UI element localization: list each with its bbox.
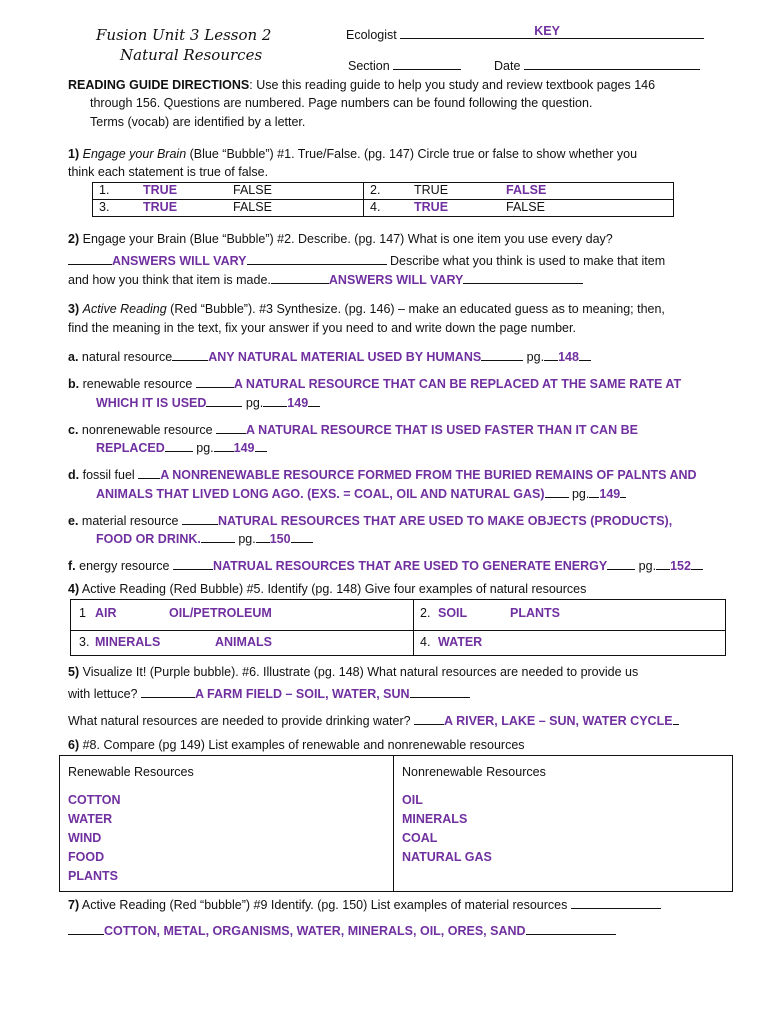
title-line-2: Natural Resources [120,46,263,64]
term-c: c. nonrenewable resource A NATURAL RESOURCE THAT IS USED FASTER THAN IT CAN BE [68,420,638,437]
list-item: COAL [402,831,438,845]
q2-answer-1: ANSWERS WILL VARY [112,254,247,268]
directions-label: READING GUIDE DIRECTIONS [68,78,250,92]
q2-line-3: and how you think that item is made. ANSWERS WILL VARY [68,270,583,287]
q4-examples-table [70,599,726,656]
term-b-definition: A NATURAL RESOURCE THAT CAN BE REPLACED AT THE SAME RATE AT [233,377,682,391]
q5-line-2: with lettuce? A FARM FIELD – SOIL, WATER, SUN [68,684,470,701]
directions-line-2: through 156. Questions are numbered. Page numbers can be found following the question. [90,96,593,110]
q3-line-2: find the meaning in the text, fix your answer if you need to and write down the page number. [68,321,576,335]
q4-line: 4) Active Reading (Red Bubble) #5. Identify (pg. 148) Give four examples of natural resources [68,582,587,596]
q5-answer-2: A RIVER, LAKE – SUN, WATER CYCLE [444,714,673,728]
table-row: 3. TRUE FALSE 4. TRUE FALSE [93,200,674,217]
q5-line-3: What natural resources are needed to provide drinking water? A RIVER, LAKE – SUN, WATER CYCLE [68,711,679,728]
q1-true-false-table [92,182,674,217]
section-field[interactable] [348,56,461,73]
nonrenewable-header: Nonrenewable Resources [402,765,546,779]
term-b: b. renewable resource A NATURAL RESOURCE THAT CAN BE REPLACED AT THE SAME RATE AT [68,374,681,391]
q7-line-1: 7) Active Reading (Red “bubble”) #9 Identify. (pg. 150) List examples of material resources [68,895,661,912]
list-item: COTTON [68,793,121,807]
true-option[interactable]: TRUE [143,183,178,197]
q2-line-2: ANSWERS WILL VARY Describe what you think is used to make that item [68,251,665,268]
false-option[interactable]: FALSE [506,183,547,197]
directions-line-3: Terms (vocab) are identified by a letter. [90,115,306,129]
term-d-page: 149 [599,487,621,501]
q3-line-1: 3) Active Reading (Red “Bubble”). #3 Synthesize. (pg. 146) – make an educated guess as to meaning; then, [68,302,665,316]
true-option[interactable]: TRUE [143,200,178,214]
term-e: e. material resource NATURAL RESOURCES THAT ARE USED TO MAKE OBJECTS (PRODUCTS), [68,511,672,528]
term-c-cont: REPLACED pg. 149 [96,438,267,455]
q7-answer: COTTON, METAL, ORGANISMS, WATER, MINERALS, OIL, ORES, SAND [104,924,526,938]
q5-answer-1: A FARM FIELD – SOIL, WATER, SUN [194,687,410,701]
list-item: FOOD [68,850,105,864]
term-e-definition: NATURAL RESOURCES THAT ARE USED TO MAKE OBJECTS (PRODUCTS), [217,514,673,528]
table-row: 1 AIR OIL/PETROLEUM 2. SOIL PLANTS [71,600,726,631]
directions-line-1: READING GUIDE DIRECTIONS: Use this reading guide to help you study and review textbook pages 146 [68,78,656,92]
q6-line: 6) #8. Compare (pg 149) List examples of renewable and nonrenewable resources [68,738,525,752]
table-row: 1. TRUE FALSE 2. TRUE FALSE [93,183,674,200]
term-c-definition: A NATURAL RESOURCE THAT IS USED FASTER THAN IT CAN BE [246,423,638,437]
term-b-cont: WHICH IT IS USED pg. 149 [96,393,320,410]
q2-line-1: 2) Engage your Brain (Blue “Bubble”) #2. Describe. (pg. 147) What is one item you use every day? [68,232,613,246]
date-field[interactable] [494,56,700,73]
term-f-definition: NATRUAL RESOURCES THAT ARE USED TO GENERATE ENERGY [212,559,608,573]
renewable-header: Renewable Resources [68,765,194,779]
ecologist-label: Ecologist [346,28,397,42]
q7-line-2 [68,921,616,938]
section-label: Section [348,59,390,73]
list-item: PLANTS [68,869,118,883]
term-e-page: 150 [269,532,291,546]
q6-compare-table [59,755,733,892]
false-option[interactable]: FALSE [506,200,545,214]
false-option[interactable]: FALSE [233,200,272,214]
ecologist-field[interactable] [346,25,704,42]
term-d-definition: A NONRENEWABLE RESOURCE FORMED FROM THE BURIED REMAINS OF PALNTS AND [160,468,697,482]
term-f: f. energy resource NATRUAL RESOURCES THAT ARE USED TO GENERATE ENERGY pg. 152 [68,556,703,573]
title-line-1: Fusion Unit 3 Lesson 2 [96,26,272,44]
q5-line-1: 5) Visualize It! (Purple bubble). #6. Illustrate (pg. 148) What natural resources are needed to provide us [68,665,639,679]
term-a-page: 148 [558,350,579,364]
false-option[interactable]: FALSE [233,183,272,197]
term-c-page: 149 [233,441,255,455]
table-row [60,756,733,892]
true-option[interactable]: TRUE [414,183,449,197]
ecologist-value: KEY [534,24,560,38]
term-d: d. fossil fuel A NONRENEWABLE RESOURCE FORMED FROM THE BURIED REMAINS OF PALNTS AND [68,465,697,482]
date-line [524,56,700,70]
list-item: NATURAL GAS [402,850,492,864]
term-f-page: 152 [670,559,691,573]
list-item: MINERALS [402,812,468,826]
term-a-definition: ANY NATURAL MATERIAL USED BY HUMANS [208,350,482,364]
term-d-cont: ANIMALS THAT LIVED LONG AGO. (EXS. = COAL, OIL AND NATURAL GAS) pg. 149 [96,484,626,501]
term-e-cont: FOOD OR DRINK. pg. 150 [96,529,313,546]
ecologist-line [400,25,704,39]
true-option[interactable]: TRUE [414,200,449,214]
table-row: 3. MINERALS ANIMALS 4. WATER [71,631,726,656]
q1-line-2: think each statement is true of false. [68,165,269,179]
section-line [393,56,461,70]
term-a: a. natural resource ANY NATURAL MATERIAL USED BY HUMANS pg. 148 [68,347,591,364]
date-label: Date [494,59,521,73]
list-item: WATER [68,812,113,826]
term-b-page: 149 [287,396,309,410]
q2-answer-2: ANSWERS WILL VARY [328,273,464,287]
q1-line-1: 1) Engage your Brain (Blue “Bubble”) #1. True/False. (pg. 147) Circle true or false to show whether you [68,147,638,161]
list-item: WIND [68,831,102,845]
list-item: OIL [402,793,423,807]
